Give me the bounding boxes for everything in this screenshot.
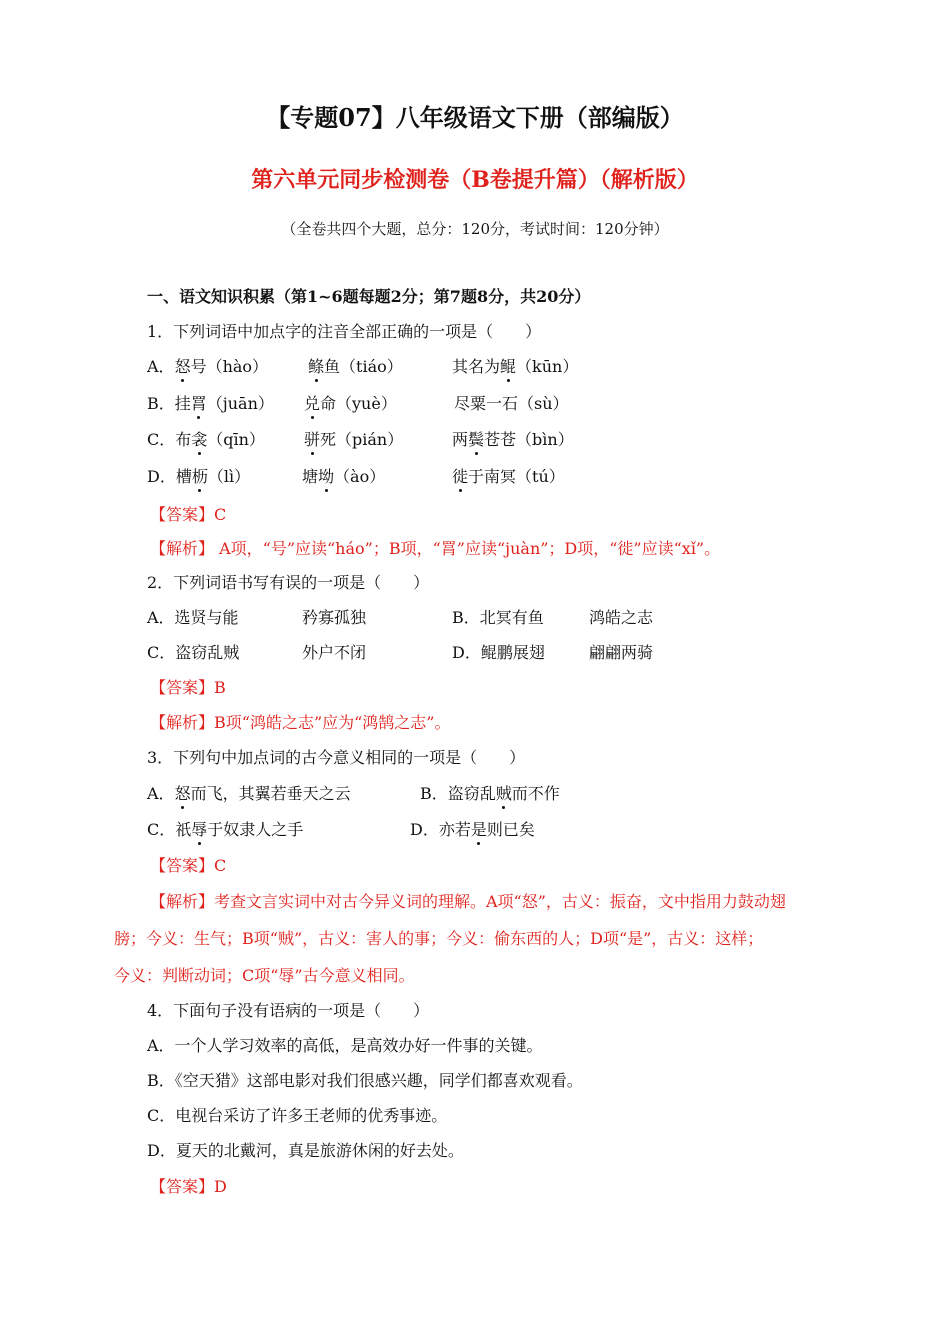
option-c: C．盗窃乱贼 (147, 643, 240, 662)
option-d: D．鲲鹏展翅 (452, 643, 545, 662)
question-stem: 2．下列词语书写有误的一项是（ ） (147, 573, 430, 592)
question-stem: 1．下列词语中加点字的注音全部正确的一项是（ ） (147, 322, 542, 341)
analysis: 【解析】考查文言实词中对古今异义词的理解。A项“怒”，古义：振奋，文中指用力鼓动翅 (150, 892, 786, 911)
option-b-2: 鸿皓之志 (589, 608, 654, 627)
option-c: C．布衾（qīn） (147, 430, 265, 449)
option-a: A．选贤与能 (147, 608, 239, 627)
option-c-2: 外户不闭 (302, 643, 367, 662)
analysis-continued: 今义：判断动词；C项“辱”古今意义相同。 (114, 966, 415, 985)
analysis-continued: 膀；今义：生气；B项“贼”，古义：害人的事；今义：偷东西的人；D项“是”，古义：这样； (114, 929, 764, 948)
option-a-2: 鲦鱼（tiáo） (308, 357, 403, 376)
option-a: A．怒号（hào） (147, 357, 269, 376)
answer: 【答案】B (150, 678, 226, 697)
question-stem: 4．下面句子没有语病的一项是（ ） (147, 1001, 430, 1020)
analysis: 【解析】B项“鸿皓之志”应为“鸿鹄之志”。 (150, 713, 451, 732)
section-heading: 一、语文知识积累（第1~6题每题2分；第7题8分，共20分） (147, 287, 591, 306)
option-a: A．怒而飞，其翼若垂天之云 (147, 784, 351, 803)
option-b: B．盗窃乱贼而不作 (420, 784, 560, 803)
option-b-3: 尽粟一石（sù） (454, 394, 569, 413)
option-d-2: 翩翩两骑 (589, 643, 654, 662)
analysis: 【解析】 A项，“号”应读“háo”；B项，“罥”应读“juàn”；D项，“徙”应读“xǐ”。 (150, 539, 721, 558)
option-c-3: 两鬓苍苍（bìn） (452, 430, 574, 449)
option-c: C．祇辱于奴隶人之手 (147, 820, 304, 839)
option-b: B．挂罥（juān） (147, 394, 274, 413)
option-b: B．《空天猎》这部电影对我们很感兴趣，同学们都喜欢观看。 (147, 1071, 583, 1090)
option-d: D．亦若是则已矣 (410, 820, 535, 839)
option-a-3: 其名为鲲（kūn） (452, 357, 579, 376)
option-d-2: 塘坳（ào） (302, 467, 386, 486)
answer: 【答案】D (150, 1177, 227, 1196)
page-title: 【专题07】八年级语文下册（部编版） (266, 103, 684, 132)
option-c-2: 骈死（pián） (304, 430, 404, 449)
answer: 【答案】C (150, 505, 227, 524)
option-b-2: 兑命（yuè） (304, 394, 397, 413)
option-d: D．槽枥（lì） (147, 467, 251, 486)
option-a: A．一个人学习效率的高低，是高效办好一件事的关键。 (147, 1036, 543, 1055)
option-d-3: 徙于南冥（tú） (452, 467, 565, 486)
option-d: D．夏天的北戴河，真是旅游休闲的好去处。 (147, 1141, 464, 1160)
option-c: C．电视台采访了许多王老师的优秀事迹。 (147, 1106, 448, 1125)
exam-note: （全卷共四个大题，总分：120分，考试时间：120分钟） (281, 220, 669, 238)
option-b: B．北冥有鱼 (452, 608, 544, 627)
page-subtitle: 第六单元同步检测卷（B卷提升篇）（解析版） (251, 167, 699, 193)
question-stem: 3．下列句中加点词的古今意义相同的一项是（ ） (147, 748, 526, 767)
answer: 【答案】C (150, 856, 227, 875)
option-a-2: 矜寡孤独 (302, 608, 367, 627)
